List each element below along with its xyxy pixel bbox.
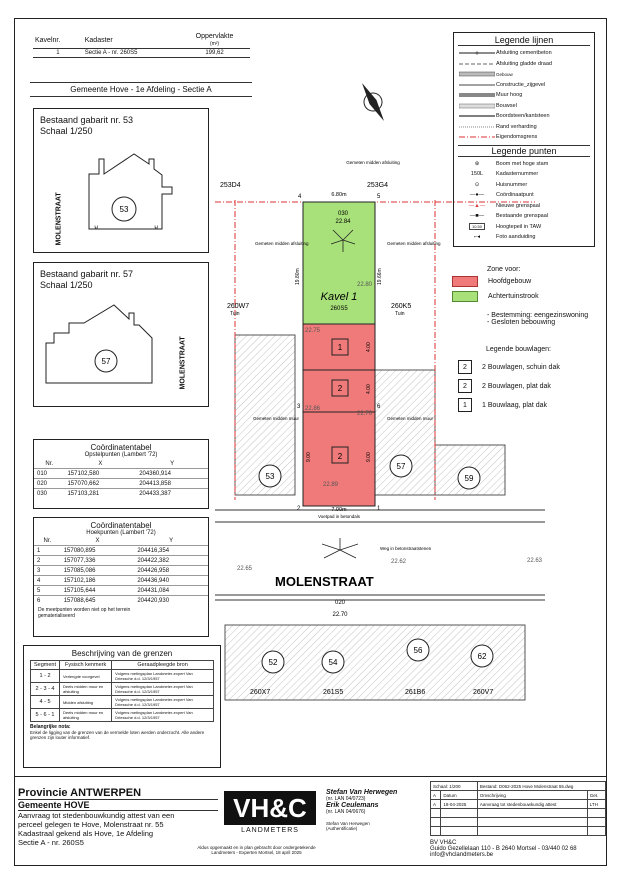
legend-label: Muur hoog — [496, 92, 523, 99]
kavel-header-opp: Oppervlakte (m²) — [179, 32, 250, 49]
gemeten-left: Gemeten midden afsluiting — [255, 241, 309, 246]
point-020-height: 22.70 — [332, 612, 348, 618]
table-cell: 157102,186 — [61, 576, 135, 586]
coord-opstel-table — [34, 459, 208, 498]
table-cell: 1 — [34, 546, 61, 556]
coord-opstel-subtitle: Opstelpunten (Lambert '72) — [84, 452, 158, 458]
desc-line: Kadastraal gekend als Hove, 1e Afdeling — [18, 829, 154, 838]
gemeente: Gemeente HOVE — [18, 800, 218, 811]
table-cell: 204436,940 — [134, 576, 208, 586]
corner-number: 5 — [377, 194, 381, 200]
th: A — [431, 791, 441, 800]
new-pole-icon: —▲— — [468, 202, 486, 209]
table-cell: 204360,914 — [136, 469, 208, 479]
logo-text: VH&C — [233, 793, 307, 823]
parcel-label: 253G4 — [367, 182, 389, 189]
kavel-kadaster: Sectie A - nr. 260S5 — [83, 49, 179, 58]
corner-number: 3 — [297, 404, 301, 410]
coord-point-icon: —●— — [469, 192, 485, 199]
desc-line: perceel gelegen te Hove, Molenstraat nr. 55 — [18, 820, 164, 829]
voetpad-label: Voetpad in betondals — [317, 514, 361, 519]
gabarit-57-drawing — [34, 263, 210, 408]
legend-label: Coördinaatpunt — [496, 192, 534, 199]
table-cell: 157105,644 — [61, 586, 135, 596]
gemeten-mid-right: Gemeten midden muur — [387, 416, 434, 421]
table-cell: Volgens metingsplan Landmeter-expert Van Driessche d.d. 12/3/1957 — [112, 683, 214, 696]
gabarit-57-scale: Schaal 1/250 — [40, 280, 93, 290]
table-cell: 2 - 3 - 4 — [31, 683, 60, 696]
company-address: Guido Gezellelaan 110 - B 2640 Mortsel - 03/440 02 68 — [430, 846, 577, 852]
corner-number: 4 — [298, 194, 302, 200]
gabarit-57-street: MOLENSTRAAT — [179, 336, 187, 390]
table-cell: 6 — [34, 596, 61, 606]
desc-line: Sectie A - nr. 260S5 — [18, 838, 84, 847]
kavel-nr: 1 — [33, 49, 83, 58]
svg-text:52: 52 — [268, 658, 278, 667]
dim-floor: 4.00 — [366, 342, 372, 352]
dim-top: 6.80m — [331, 192, 347, 198]
height-label: 22.62 — [391, 559, 407, 565]
kavel-opp: 199,62 — [179, 49, 250, 58]
gabarit-53-scale: Schaal 1/250 — [40, 126, 93, 136]
bouwlaag-label: 2 Bouwlagen, plat dak — [482, 382, 551, 390]
legende-lijnen-title: Legende lijnen — [458, 35, 590, 46]
table-cell: 010 — [34, 469, 64, 479]
table-cell: Volgens metingsplan Landmeter-expert Van Driessche d.d. 12/3/1957 — [112, 709, 214, 722]
bestand: Bestand: D062-2025 Hove Molenstraat 55.dwg — [477, 782, 605, 791]
table-cell: 2 — [34, 556, 61, 566]
gemeten-top: Gemeten midden afsluiting — [346, 160, 400, 165]
point-020: 020 — [334, 600, 346, 606]
table-cell: 157070,662 — [64, 479, 136, 489]
height-label: 22.80 — [357, 282, 373, 288]
table-cell: 204433,387 — [136, 489, 208, 499]
signer-2: Erik Ceulemans — [326, 802, 379, 809]
th-x: X — [98, 460, 103, 467]
bouwlaag-label: 1 Bouwlaag, plat dak — [482, 401, 547, 409]
height-label: 22.75 — [305, 328, 321, 334]
legende-punten-title: Legende punten — [458, 145, 590, 157]
svg-text:56: 56 — [413, 646, 423, 655]
svg-text:57: 57 — [396, 462, 406, 471]
gabarit-57-title: Bestaand gabarit nr. 57 — [40, 269, 134, 279]
parcel-label: 253D4 — [220, 182, 241, 189]
legend-label: Huisnummer — [496, 181, 528, 188]
grenzen-table — [30, 660, 214, 722]
weg-label: Weg in betonstraatstenen — [380, 546, 432, 551]
th-nr: Nr. — [45, 460, 54, 467]
zone-bestemming: - Bestemming: eengezinswoning — [487, 312, 589, 319]
dim-side-right: 19.66m — [377, 268, 383, 285]
gemeente-header: Gemeente Hove - 1e Afdeling - Sectie A — [30, 82, 252, 97]
dim-floor: 4.00 — [366, 384, 372, 394]
legend-label: Bouwsel — [496, 102, 517, 109]
existing-pole-icon: —■— — [469, 213, 485, 220]
gabarit-57-panel — [33, 262, 209, 407]
table-cell: 157088,645 — [61, 596, 135, 606]
grenzen-panel — [23, 645, 221, 768]
house-marker — [322, 651, 344, 673]
zone-label: Hoofdgebouw — [488, 278, 532, 285]
svg-text:⊌: ⊌ — [154, 225, 159, 231]
parcel-label: 260V7 — [473, 689, 494, 696]
legend-label: Afsluiting gladde draad — [496, 60, 552, 67]
table-cell: Midden afsluiting — [60, 696, 112, 709]
company-name: BV VH&C — [430, 840, 457, 846]
table-cell: 204416,354 — [134, 546, 208, 556]
th-y: Y — [170, 460, 175, 467]
photo-icon: ⌐◂ — [474, 234, 480, 241]
signer-1: Stefan Van Herwegen — [326, 789, 398, 796]
dim-bottom: 7.00m — [331, 507, 347, 513]
legend-label: Constructie_zijgevel — [496, 81, 546, 88]
table-cell: 18-04-2025 — [441, 800, 477, 809]
coord-hoek-table — [34, 536, 208, 605]
table-cell: 204426,958 — [134, 566, 208, 576]
kadaster-sample: 150L — [470, 171, 484, 178]
th-segment: Segment — [31, 661, 60, 670]
table-cell: Aanvraag tot stedenbouwkundig attest — [477, 800, 587, 809]
street-name: MOLENSTRAAT — [275, 574, 374, 589]
grenzen-title: Beschrijving van de grenzen — [71, 649, 173, 658]
legend-label: Boom met hoge stam — [496, 160, 549, 167]
house-marker — [390, 455, 412, 477]
table-cell: 1 - 2 — [31, 670, 60, 683]
legend-label: Nieuwe grenspaal — [496, 202, 541, 209]
corner-number: 6 — [377, 404, 381, 410]
schaal: Schaal: 1/200 — [431, 782, 478, 791]
legend-label: Bestaande grenspaal — [496, 213, 548, 220]
gabarit-53-number: 53 — [119, 205, 129, 214]
legend-label: Kadasternummer — [496, 171, 539, 178]
legend-label: Foto aanduiding — [496, 234, 536, 241]
parcel-label: 261S5 — [323, 689, 344, 696]
tree-icon: ⊛ — [474, 160, 480, 167]
svg-text:59: 59 — [464, 474, 474, 483]
th: Datum — [441, 791, 477, 800]
table-cell: Verlengde voorgevel — [60, 670, 112, 683]
height-label: 22.89 — [323, 482, 339, 488]
flat-roof-icon: 2 — [458, 379, 472, 393]
kavel-parcel: 260S5 — [330, 306, 348, 312]
coord-opstel-title: Coördinatentabel — [90, 443, 152, 452]
signer-2-lan: (nr. LAN 04/0676) — [326, 809, 366, 815]
coord-hoek-note: De meetpunten worden niet op het terrein gematerialiseerd — [38, 607, 131, 619]
table-cell: A — [431, 800, 441, 809]
svg-text:1: 1 — [337, 343, 343, 352]
house-marker — [407, 639, 429, 661]
gemeten-mid-left: Gemeten midden muur — [253, 416, 300, 421]
provincie: Provincie ANTWERPEN — [18, 787, 218, 800]
bouwlagen-title: Legende bouwlagen: — [486, 346, 552, 353]
svg-text:2: 2 — [337, 452, 343, 461]
legend-label: Gebouw — [496, 71, 513, 77]
legend-row — [458, 59, 590, 70]
house-marker — [471, 645, 493, 667]
site-plan — [215, 70, 545, 710]
table-cell: 204413,858 — [136, 479, 208, 489]
table-cell: 5 — [34, 586, 61, 596]
svg-text:54: 54 — [328, 658, 338, 667]
table-cell: 030 — [34, 489, 64, 499]
legend-label: Rand verharding — [496, 123, 537, 130]
zone-label: Achtertuinstrook — [488, 293, 539, 300]
svg-text:⊌: ⊌ — [94, 225, 99, 231]
th-nr: Nr. — [43, 537, 52, 544]
coord-hoek-subtitle: Hoekpunten (Lambert '72) — [86, 530, 156, 536]
grenzen-note-title: Belangrijke nota: — [30, 724, 71, 730]
height-label: 22.70 — [357, 411, 373, 417]
gemeten-right: Gemeten midden afsluiting — [387, 241, 441, 246]
table-cell: 157080,895 — [61, 546, 135, 556]
table-cell: 157102,580 — [64, 469, 136, 479]
coord-opstel-panel — [33, 439, 209, 509]
corner-number: 2 — [297, 506, 301, 512]
house-marker — [458, 467, 480, 489]
revision-table — [430, 781, 606, 836]
hoogte-sample: 10,50 — [469, 223, 485, 230]
house-marker — [262, 651, 284, 673]
parcel-label: 260K5 — [391, 303, 412, 310]
legend-label: Afsluiting cementbeton — [496, 50, 552, 57]
parcel-label: 260X7 — [250, 689, 271, 696]
point-030-height: 22.84 — [335, 219, 351, 225]
coord-hoek-title: Coördinatentabel — [90, 521, 152, 530]
house-marker — [259, 465, 281, 487]
kavel-title: Kavel 1 — [320, 291, 358, 303]
th-bron: Geraadpleegde bron — [112, 661, 214, 670]
height-label: 22.65 — [237, 566, 253, 572]
gabarit-53-panel — [33, 108, 209, 253]
point-030: 030 — [337, 211, 349, 217]
coord-hoek-panel — [33, 517, 209, 637]
parcel-label: 261B6 — [405, 689, 426, 696]
table-cell: Volgens metingsplan Landmeter-expert Van Driessche d.d. 12/3/1957 — [112, 696, 214, 709]
legend-label: Hoogtepeil in TAW — [496, 223, 542, 230]
table-cell: 3 — [34, 566, 61, 576]
th-kenmerk: Fysisch kenmerk — [60, 661, 112, 670]
dim-floor: 9.00 — [366, 452, 372, 462]
opgemaakt: Aldus opgemaakt en in plan gebracht door ondergetekende Landmeters - Experten Mortsel, 18 april 2025 — [197, 845, 316, 855]
photo-marker-icon — [322, 538, 358, 558]
table-cell: 5 - 6 - 1 — [31, 709, 60, 722]
dim-side: 19.80m — [295, 268, 301, 285]
kavel-table — [33, 32, 250, 58]
bouwlaag-label: 2 Bouwlagen, schuin dak — [482, 363, 560, 371]
table-cell: 4 — [34, 576, 61, 586]
table-cell: 204422,382 — [134, 556, 208, 566]
zone-title: Zone voor: — [487, 266, 521, 273]
tuin-label: Tuin — [395, 311, 405, 317]
table-cell: Deels midden muur en afsluiting — [60, 709, 112, 722]
legend-label: Eigendomsgrens — [496, 134, 538, 141]
table-cell: LTH — [587, 800, 605, 809]
title-block — [14, 776, 607, 867]
signer-1-lan: (nr. LAN 04/0723) — [326, 796, 366, 802]
gabarit-57-number: 57 — [101, 357, 111, 366]
th: Omschrijving — [477, 791, 587, 800]
gabarit-53-street: MOLENSTRAAT — [55, 192, 63, 246]
parcel-label: 260W7 — [227, 303, 250, 310]
kavel-header-kadaster: Kadaster — [83, 32, 179, 49]
table-cell: Volgens metingsplan Landmeter-expert Van Driessche d.d. 12/3/1957 — [112, 670, 214, 683]
svg-text:2: 2 — [337, 384, 343, 393]
table-cell: 157085,086 — [61, 566, 135, 576]
flat-roof-icon: 1 — [458, 398, 472, 412]
company-email: info@vhclandmeters.be — [430, 852, 494, 858]
height-label: 22.63 — [527, 558, 543, 564]
legend-label: Boordsteen/kantsteen — [496, 113, 550, 120]
house-roof-icon: 2 — [458, 360, 472, 374]
gabarit-53-title: Bestaand gabarit nr. 53 — [40, 115, 134, 125]
table-cell: 204431,084 — [134, 586, 208, 596]
th-x: X — [95, 537, 100, 544]
huisnummer-icon: ⊙ — [474, 181, 480, 188]
legend-row — [458, 48, 590, 59]
table-cell: 204420,930 — [134, 596, 208, 606]
svg-text:62: 62 — [477, 652, 487, 661]
table-cell: 157103,281 — [64, 489, 136, 499]
logo-sub: LANDMETERS — [241, 827, 299, 834]
zone-bebouwing: - Gesloten bebouwing — [487, 319, 556, 326]
gabarit-53-drawing — [34, 109, 210, 254]
tuin-label: Tuin — [230, 311, 240, 317]
north-arrow-icon — [354, 78, 392, 125]
kavel-header-nr: Kavelnr. — [33, 32, 83, 49]
dim-floor: 9.00 — [306, 452, 312, 462]
svg-text:53: 53 — [265, 472, 275, 481]
table-cell: 4 - 5 — [31, 696, 60, 709]
height-label: 22.86 — [305, 406, 321, 412]
corner-number: 1 — [377, 506, 381, 512]
table-cell: Deels midden muur en afsluiting — [60, 683, 112, 696]
company-logo — [224, 791, 316, 825]
grenzen-note: Enkel de ligging van de grenzen van de vermelde loten werden onderzocht. Alle andere grenzen zijn louter informatief. — [30, 730, 205, 740]
th-y: Y — [169, 537, 174, 544]
th: Get. — [587, 791, 605, 800]
table-cell: 157077,336 — [61, 556, 135, 566]
signature-label: Stefan Van Herwegen (Authentificatie) — [326, 821, 370, 831]
desc-line: Aanvraag tot stedenbouwkundig attest van een — [18, 811, 175, 820]
table-cell: 020 — [34, 479, 64, 489]
